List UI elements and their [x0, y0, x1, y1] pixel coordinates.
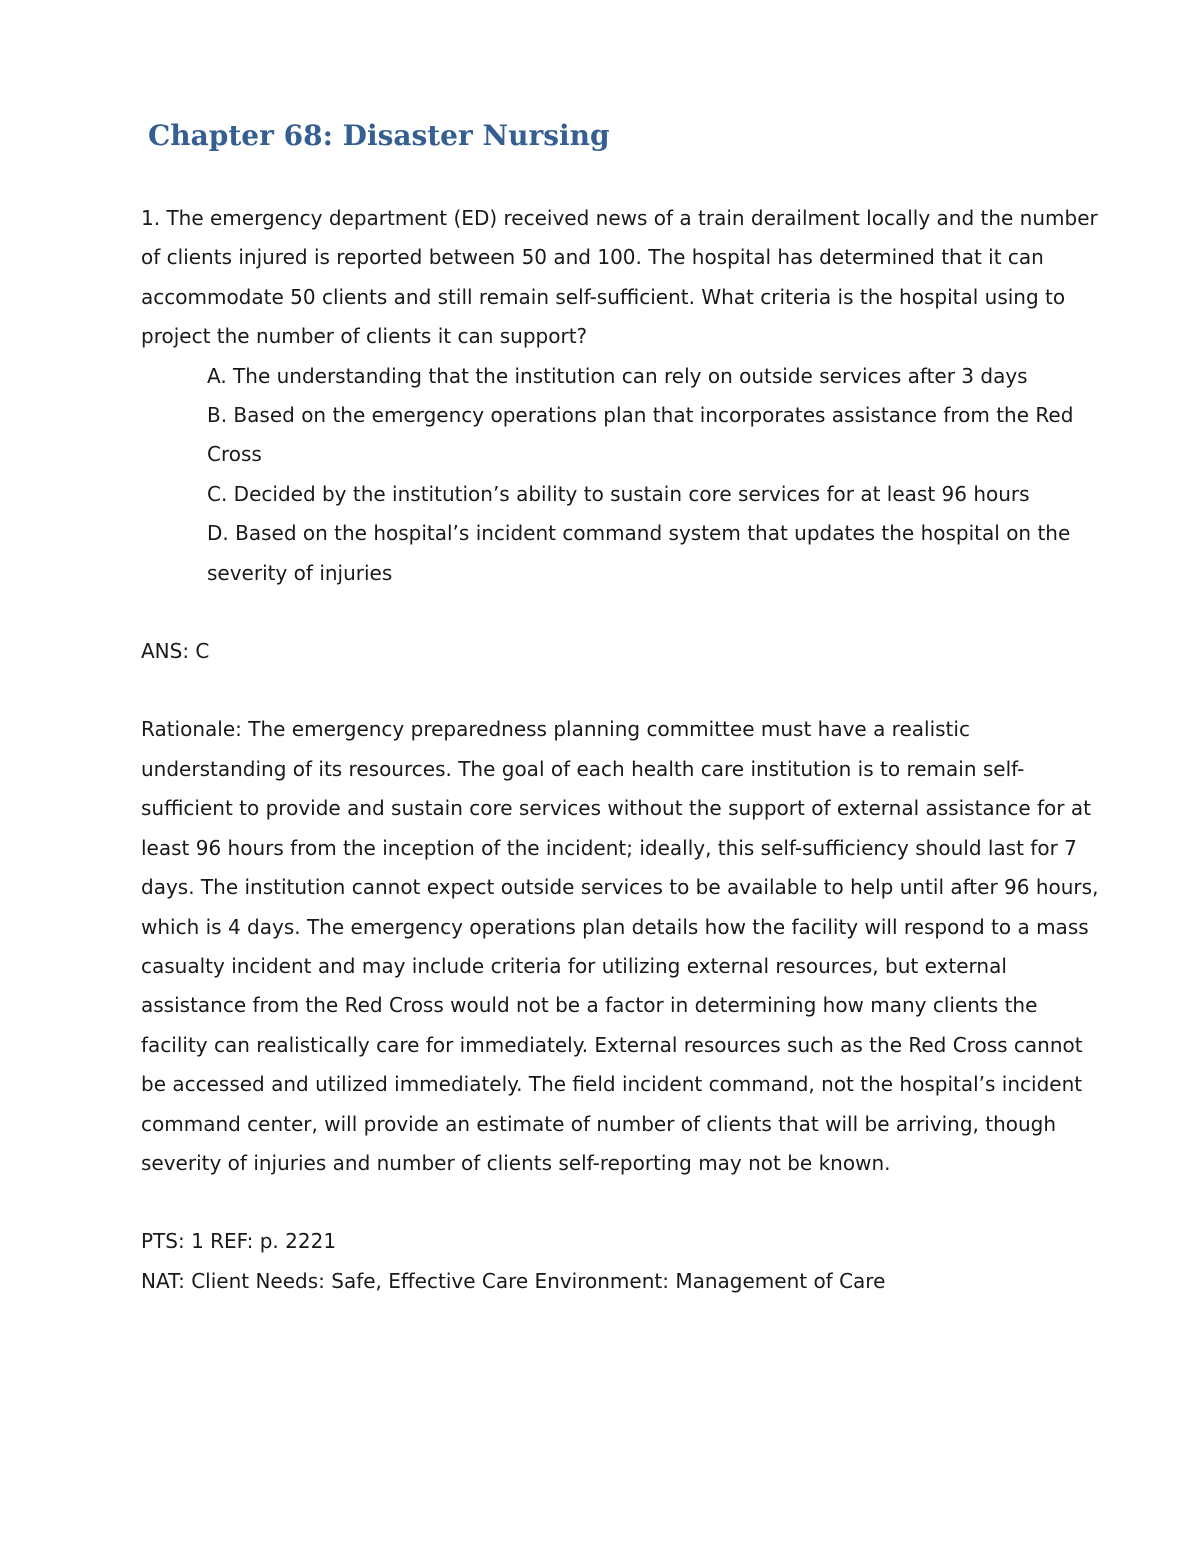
nat-client-needs: NAT: Client Needs: Safe, Effective Care Environment: Management of Care: [141, 1268, 886, 1293]
answer-key: ANS: C: [141, 639, 210, 664]
option-d: D. Based on the hospital’s incident command system that updates the hospital on the severity of injuries: [207, 521, 1071, 585]
document-content: [141, 110, 1101, 1301]
answer-options: [141, 357, 1101, 593]
rationale-text: Rationale: The emergency preparedness planning committee must have a realistic understanding of its resources. The goal of each health care institution is to remain self-sufficient to provide and sustain core services without the support of external assistance for at least 96 hours from the inception of the incident; ideally, this self-sufficiency should last for 7 days. The institution cannot expect outside services to be available to help until after 96 hours, which is 4 days. The emergency operations plan details how the facility will respond to a mass casualty incident and may include criteria for utilizing external resources, but external assistance from the Red Cross would not be a factor in determining how many clients the facility can realistically care for immediately. External resources such as the Red Cross cannot be accessed and utilized immediately. The field incident command, not the hospital’s incident command center, will provide an estimate of number of clients that will be arriving, though severity of injuries and number of clients self-reporting may not be known.: [141, 717, 1099, 1175]
question-metadata: [141, 1222, 1101, 1301]
option-c: C. Decided by the institution’s ability to sustain core services for at least 96 hours: [207, 481, 1030, 506]
option-a: A. The understanding that the institution can rely on outside services after 3 days: [207, 363, 1028, 388]
chapter-title: Chapter 68: Disaster Nursing: [148, 119, 610, 152]
question-text: 1. The emergency department (ED) received news of a train derailment locally and the number of clients injured is reported between 50 and 100. The hospital has determined that it can accommodate 50 clients and still remain self-sufficient. What criteria is the hospital using to project the number of clients it can support?: [141, 206, 1098, 349]
points-reference: PTS: 1 REF: p. 2221: [141, 1229, 337, 1254]
option-b: B. Based on the emergency operations plan that incorporates assistance from the Red Cross: [207, 403, 1074, 467]
